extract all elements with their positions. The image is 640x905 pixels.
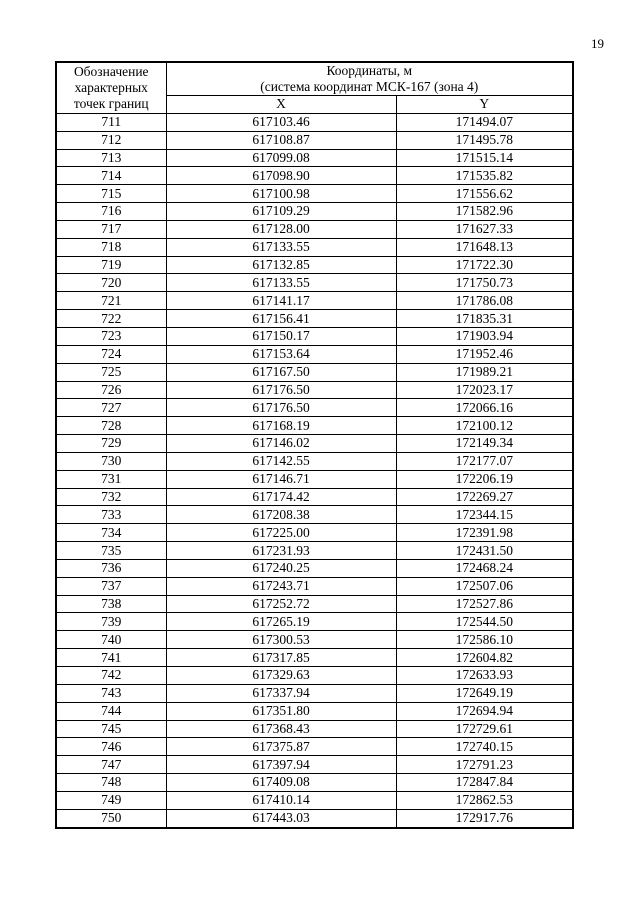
point-id-cell: 748 <box>56 774 166 792</box>
point-id-cell: 740 <box>56 631 166 649</box>
point-id-cell: 722 <box>56 310 166 328</box>
x-coordinate-cell: 617397.94 <box>166 756 396 774</box>
x-coordinate-cell: 617150.17 <box>166 327 396 345</box>
point-id-cell: 746 <box>56 738 166 756</box>
coordinates-header-line1: Координаты, м <box>326 63 413 78</box>
table-row <box>56 399 573 417</box>
coordinates-table <box>55 61 574 829</box>
table-row <box>56 363 573 381</box>
point-id-cell: 727 <box>56 399 166 417</box>
x-coordinate-cell: 617409.08 <box>166 774 396 792</box>
x-coordinate-cell: 617156.41 <box>166 310 396 328</box>
y-coordinate-cell: 171722.30 <box>396 256 573 274</box>
point-id-cell: 739 <box>56 613 166 631</box>
table-row <box>56 774 573 792</box>
table-row <box>56 327 573 345</box>
x-column-header: X <box>166 96 396 114</box>
x-coordinate-cell: 617142.55 <box>166 452 396 470</box>
point-id-cell: 736 <box>56 559 166 577</box>
x-coordinate-cell: 617167.50 <box>166 363 396 381</box>
point-id-cell: 743 <box>56 684 166 702</box>
x-coordinate-cell: 617132.85 <box>166 256 396 274</box>
x-coordinate-cell: 617146.02 <box>166 435 396 453</box>
table-row <box>56 203 573 221</box>
point-id-cell: 747 <box>56 756 166 774</box>
table-row <box>56 577 573 595</box>
y-coordinate-cell: 172066.16 <box>396 399 573 417</box>
y-coordinate-cell: 172431.50 <box>396 542 573 560</box>
coordinates-header <box>166 62 573 96</box>
point-id-cell: 742 <box>56 667 166 685</box>
point-id-cell: 728 <box>56 417 166 435</box>
designation-header <box>56 62 166 113</box>
table-row <box>56 113 573 131</box>
x-coordinate-cell: 617146.71 <box>166 470 396 488</box>
y-coordinate-cell: 172917.76 <box>396 809 573 827</box>
x-coordinate-cell: 617176.50 <box>166 381 396 399</box>
x-coordinate-cell: 617252.72 <box>166 595 396 613</box>
designation-header-line3: точек границ <box>73 95 149 111</box>
y-coordinate-cell: 171903.94 <box>396 327 573 345</box>
point-id-cell: 737 <box>56 577 166 595</box>
x-coordinate-cell: 617300.53 <box>166 631 396 649</box>
y-coordinate-cell: 171494.07 <box>396 113 573 131</box>
y-coordinate-cell: 172269.27 <box>396 488 573 506</box>
x-coordinate-cell: 617103.46 <box>166 113 396 131</box>
point-id-cell: 715 <box>56 185 166 203</box>
point-id-cell: 725 <box>56 363 166 381</box>
table-row <box>56 595 573 613</box>
table-row <box>56 809 573 827</box>
table-row <box>56 292 573 310</box>
table-row <box>56 720 573 738</box>
y-coordinate-cell: 172507.06 <box>396 577 573 595</box>
point-id-cell: 749 <box>56 791 166 809</box>
x-coordinate-cell: 617243.71 <box>166 577 396 595</box>
point-id-cell: 741 <box>56 649 166 667</box>
x-coordinate-cell: 617368.43 <box>166 720 396 738</box>
y-coordinate-cell: 172862.53 <box>396 791 573 809</box>
point-id-cell: 721 <box>56 292 166 310</box>
y-coordinate-cell: 172604.82 <box>396 649 573 667</box>
y-coordinate-cell: 172740.15 <box>396 738 573 756</box>
y-coordinate-cell: 171582.96 <box>396 203 573 221</box>
table-row <box>56 310 573 328</box>
table-header <box>56 62 573 113</box>
table-row <box>56 435 573 453</box>
point-id-cell: 744 <box>56 702 166 720</box>
point-id-cell: 731 <box>56 470 166 488</box>
designation-header-line2: характерных <box>74 79 148 95</box>
table-row <box>56 131 573 149</box>
y-coordinate-cell: 172729.61 <box>396 720 573 738</box>
y-coordinate-cell: 172791.23 <box>396 756 573 774</box>
table-row <box>56 185 573 203</box>
point-id-cell: 733 <box>56 506 166 524</box>
table-row <box>56 649 573 667</box>
point-id-cell: 750 <box>56 809 166 827</box>
x-coordinate-cell: 617240.25 <box>166 559 396 577</box>
point-id-cell: 712 <box>56 131 166 149</box>
point-id-cell: 726 <box>56 381 166 399</box>
table-row <box>56 791 573 809</box>
x-coordinate-cell: 617108.87 <box>166 131 396 149</box>
x-coordinate-cell: 617225.00 <box>166 524 396 542</box>
table-row <box>56 345 573 363</box>
y-coordinate-cell: 172847.84 <box>396 774 573 792</box>
y-coordinate-cell: 171515.14 <box>396 149 573 167</box>
point-id-cell: 713 <box>56 149 166 167</box>
x-coordinate-cell: 617128.00 <box>166 220 396 238</box>
table-row <box>56 220 573 238</box>
y-coordinate-cell: 171495.78 <box>396 131 573 149</box>
y-coordinate-cell: 171952.46 <box>396 345 573 363</box>
point-id-cell: 716 <box>56 203 166 221</box>
point-id-cell: 718 <box>56 238 166 256</box>
point-id-cell: 732 <box>56 488 166 506</box>
table-row <box>56 559 573 577</box>
x-coordinate-cell: 617375.87 <box>166 738 396 756</box>
x-coordinate-cell: 617317.85 <box>166 649 396 667</box>
table-row <box>56 452 573 470</box>
y-coordinate-cell: 172694.94 <box>396 702 573 720</box>
x-coordinate-cell: 617337.94 <box>166 684 396 702</box>
table-row <box>56 684 573 702</box>
y-coordinate-cell: 172544.50 <box>396 613 573 631</box>
table-row <box>56 274 573 292</box>
table-row <box>56 381 573 399</box>
table-row <box>56 238 573 256</box>
x-coordinate-cell: 617099.08 <box>166 149 396 167</box>
table-row <box>56 667 573 685</box>
y-column-header: Y <box>396 96 573 114</box>
y-coordinate-cell: 172177.07 <box>396 452 573 470</box>
y-coordinate-cell: 172100.12 <box>396 417 573 435</box>
table-row <box>56 524 573 542</box>
y-coordinate-cell: 171535.82 <box>396 167 573 185</box>
y-coordinate-cell: 172391.98 <box>396 524 573 542</box>
y-coordinate-cell: 171648.13 <box>396 238 573 256</box>
x-coordinate-cell: 617410.14 <box>166 791 396 809</box>
y-coordinate-cell: 172649.19 <box>396 684 573 702</box>
y-coordinate-cell: 172527.86 <box>396 595 573 613</box>
point-id-cell: 714 <box>56 167 166 185</box>
table-body <box>56 113 573 827</box>
table-row <box>56 631 573 649</box>
table-row <box>56 149 573 167</box>
point-id-cell: 711 <box>56 113 166 131</box>
coordinates-header-line2: (система координат МСК-167 (зона 4) <box>260 79 479 94</box>
table-row <box>56 738 573 756</box>
x-coordinate-cell: 617351.80 <box>166 702 396 720</box>
y-coordinate-cell: 171556.62 <box>396 185 573 203</box>
y-coordinate-cell: 172149.34 <box>396 435 573 453</box>
y-coordinate-cell: 171835.31 <box>396 310 573 328</box>
table-row <box>56 470 573 488</box>
x-coordinate-cell: 617443.03 <box>166 809 396 827</box>
x-coordinate-cell: 617174.42 <box>166 488 396 506</box>
point-id-cell: 724 <box>56 345 166 363</box>
y-coordinate-cell: 172586.10 <box>396 631 573 649</box>
x-coordinate-cell: 617098.90 <box>166 167 396 185</box>
table-row <box>56 756 573 774</box>
point-id-cell: 720 <box>56 274 166 292</box>
x-coordinate-cell: 617168.19 <box>166 417 396 435</box>
table-row <box>56 488 573 506</box>
x-coordinate-cell: 617141.17 <box>166 292 396 310</box>
y-coordinate-cell: 172023.17 <box>396 381 573 399</box>
y-coordinate-cell: 171750.73 <box>396 274 573 292</box>
table-row <box>56 613 573 631</box>
page-number: 19 <box>591 36 604 51</box>
point-id-cell: 719 <box>56 256 166 274</box>
designation-header-line1: Обозначение <box>73 63 149 79</box>
point-id-cell: 735 <box>56 542 166 560</box>
table-row <box>56 417 573 435</box>
x-coordinate-cell: 617265.19 <box>166 613 396 631</box>
y-coordinate-cell: 172206.19 <box>396 470 573 488</box>
point-id-cell: 738 <box>56 595 166 613</box>
point-id-cell: 730 <box>56 452 166 470</box>
x-coordinate-cell: 617133.55 <box>166 274 396 292</box>
x-coordinate-cell: 617176.50 <box>166 399 396 417</box>
x-coordinate-cell: 617133.55 <box>166 238 396 256</box>
point-id-cell: 717 <box>56 220 166 238</box>
x-coordinate-cell: 617109.29 <box>166 203 396 221</box>
table-row <box>56 256 573 274</box>
y-coordinate-cell: 171786.08 <box>396 292 573 310</box>
point-id-cell: 745 <box>56 720 166 738</box>
y-coordinate-cell: 171989.21 <box>396 363 573 381</box>
point-id-cell: 734 <box>56 524 166 542</box>
point-id-cell: 723 <box>56 327 166 345</box>
table-row <box>56 702 573 720</box>
x-coordinate-cell: 617329.63 <box>166 667 396 685</box>
point-id-cell: 729 <box>56 435 166 453</box>
y-coordinate-cell: 172344.15 <box>396 506 573 524</box>
x-coordinate-cell: 617208.38 <box>166 506 396 524</box>
x-coordinate-cell: 617231.93 <box>166 542 396 560</box>
y-coordinate-cell: 171627.33 <box>396 220 573 238</box>
x-coordinate-cell: 617100.98 <box>166 185 396 203</box>
x-coordinate-cell: 617153.64 <box>166 345 396 363</box>
table-row <box>56 167 573 185</box>
table-row <box>56 506 573 524</box>
y-coordinate-cell: 172633.93 <box>396 667 573 685</box>
y-coordinate-cell: 172468.24 <box>396 559 573 577</box>
table-row <box>56 542 573 560</box>
